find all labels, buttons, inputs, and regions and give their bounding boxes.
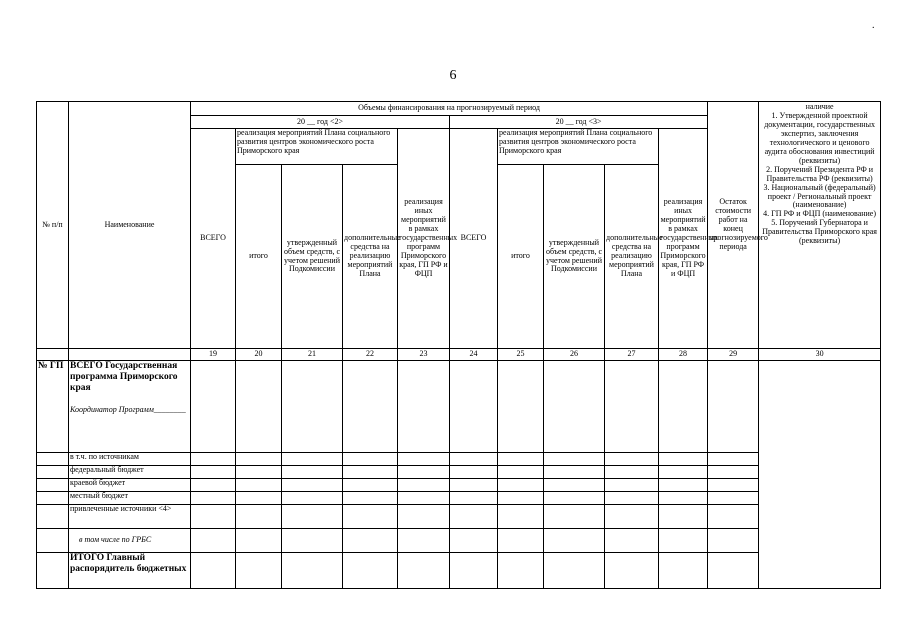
header-other-1: реализация иных мероприятий в рамках государственных программ Приморского края, ГП РФ и ФЦП (398, 129, 450, 349)
header-approved-1: утвержденный объем средств, с учетом решений Подкомиссии (282, 165, 343, 349)
gp-title-cell (69, 361, 191, 453)
availability-cell (759, 361, 881, 589)
header-itogo-1: итого (236, 165, 282, 349)
table-row (37, 453, 881, 466)
itogo-title: ИТОГО Главный распорядитель бюджетных (69, 553, 191, 589)
header-itogo-2: итого (498, 165, 544, 349)
table-row (37, 505, 881, 529)
col-num: 22 (343, 349, 398, 361)
table-row (37, 466, 881, 479)
col-num: 26 (544, 349, 605, 361)
col-num: 21 (282, 349, 343, 361)
header-approved-2: утвержденный объем средств, с учетом решений Подкомиссии (544, 165, 605, 349)
col-num: 24 (450, 349, 498, 361)
header-additional-1: дополнительные средства на реализацию мероприятий Плана (343, 165, 398, 349)
header-financing-title: Объемы финансирования на прогнозируемый период (191, 102, 708, 116)
header-availability: наличие 1. Утвержденной проектной документации, государственных экспертиз, заключения технологического и ценового аудита обоснования инвестиций (реквизиты) 2. Поручений Президента РФ и Правительства РФ (реквизиты) 3. Национальный (федеральный) проект / Региональный проект (наименование) 4. ГП РФ и ФЦП (наименование) 5. Поручений Губернатора и Правительства Приморского края (реквизиты) (759, 102, 881, 349)
row-label: местный бюджет (69, 492, 191, 505)
row-label: краевой бюджет (69, 479, 191, 492)
header-plan-group-1: реализация мероприятий Плана социального развития центров экономического роста Приморского края (236, 129, 398, 165)
row-label: привлеченные источники <4> (69, 505, 191, 529)
page-number: 6 (449, 68, 457, 83)
col-num: 28 (659, 349, 708, 361)
table-row (37, 492, 881, 505)
coordinator-label: Координатор Программ________ (70, 404, 186, 414)
header-year-1: 20 __ год <2> (191, 116, 450, 129)
table-row (37, 479, 881, 492)
col-num: 19 (191, 349, 236, 361)
column-numbers-row (37, 349, 881, 361)
col-num: 29 (708, 349, 759, 361)
table-row (37, 553, 881, 589)
header-year-2: 20 __ год <3> (450, 116, 708, 129)
header-name: Наименование (69, 102, 191, 349)
table-row (37, 361, 881, 453)
header-other-2: реализация иных мероприятий в рамках государственных программ Приморского края, ГП РФ и ФЦП (659, 129, 708, 349)
financing-table (36, 101, 881, 589)
col-num: 27 (605, 349, 659, 361)
gp-number: № ГП (37, 361, 69, 453)
header-total-1: ВСЕГО (191, 129, 236, 349)
table-row (37, 529, 881, 553)
header-additional-2: дополнительные средства на реализацию мероприятий Плана (605, 165, 659, 349)
header-total-2: ВСЕГО (450, 129, 498, 349)
col-num: 20 (236, 349, 282, 361)
gp-title: ВСЕГО Государственная программа Приморского края (70, 361, 178, 393)
row-label: в том числе по ГРБС (69, 529, 191, 553)
header-no: № п/п (37, 102, 69, 349)
row-label: в т.ч. по источникам (69, 453, 191, 466)
header-remainder: Остаток стоимости работ на конец прогнозируемого периода (708, 102, 759, 349)
row-label: федеральный бюджет (69, 466, 191, 479)
scan-dot: . (872, 20, 875, 31)
header-plan-group-2: реализация мероприятий Плана социального развития центров экономического роста Приморского края (498, 129, 659, 165)
col-num: 30 (759, 349, 881, 361)
col-num: 25 (498, 349, 544, 361)
col-num: 23 (398, 349, 450, 361)
